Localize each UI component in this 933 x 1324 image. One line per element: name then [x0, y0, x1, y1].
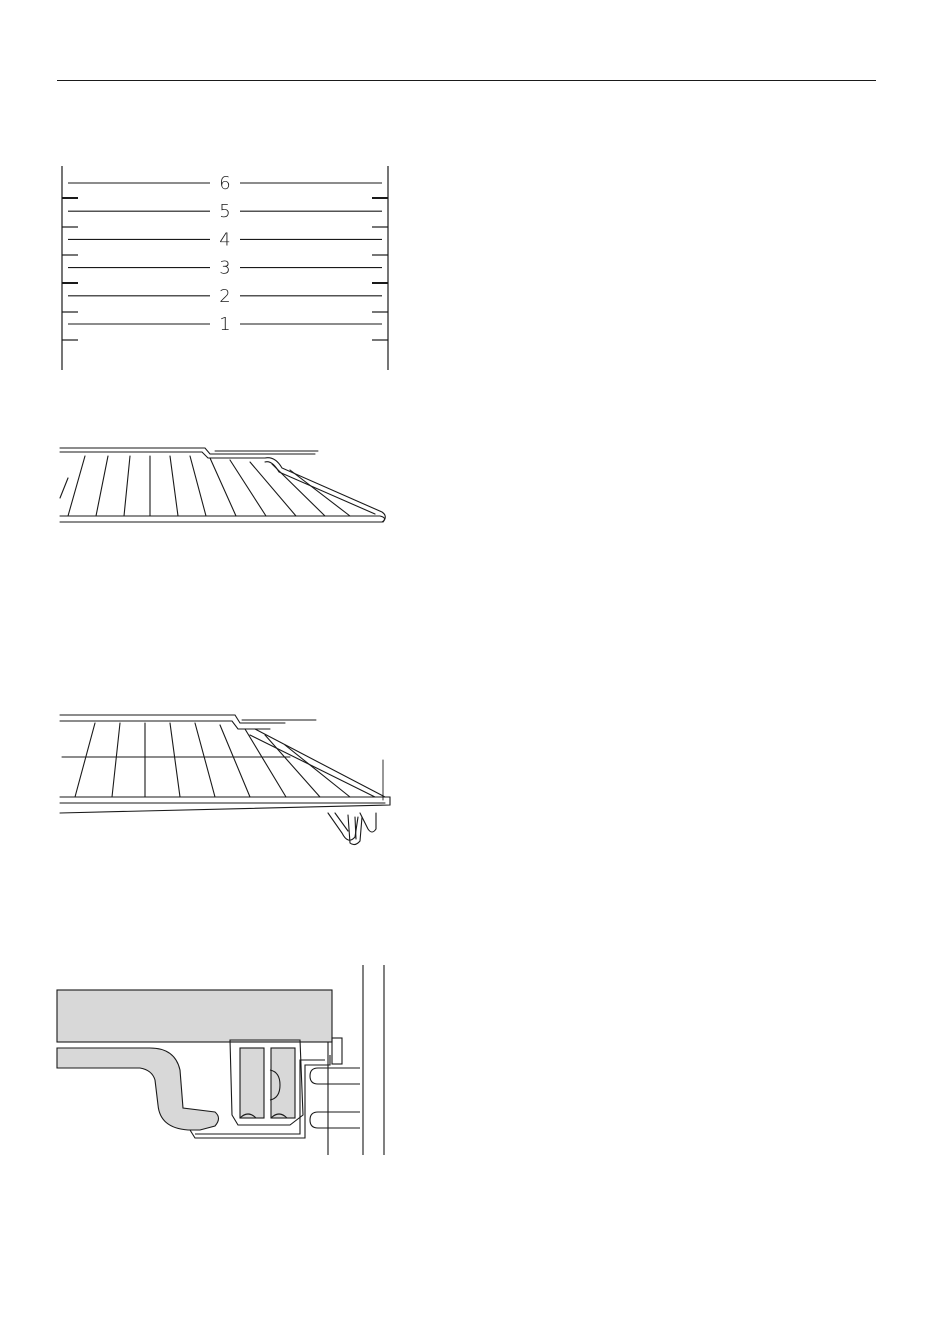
wire-rack-svg	[50, 438, 395, 538]
runner-cross-section-svg	[50, 960, 395, 1160]
wire-rack-runners-svg	[50, 705, 395, 860]
shelf-level-6	[68, 173, 382, 194]
header-rule	[57, 80, 876, 81]
shelf-level-4	[68, 229, 382, 250]
shelf-level-diagram	[50, 160, 400, 380]
shelf-level-label: 5	[219, 201, 231, 223]
shelf-level-5	[68, 201, 382, 222]
shelf-level-label: 1	[219, 314, 231, 335]
shelf-level-svg	[50, 160, 400, 380]
shelf-level-label: 2	[219, 285, 231, 307]
level-rows	[68, 173, 382, 335]
shelf-level-label: 6	[219, 173, 231, 194]
wire-rack-illustration	[50, 438, 395, 538]
shelf-level-3	[68, 258, 382, 279]
shelf-level-2	[68, 286, 382, 307]
wire-rack-on-runners-illustration	[50, 705, 395, 860]
runner-cross-section-illustration	[50, 960, 395, 1160]
shelf-level-label: 4	[219, 229, 231, 251]
shelf-level-1	[68, 314, 382, 335]
shelf-level-label: 3	[219, 257, 231, 279]
